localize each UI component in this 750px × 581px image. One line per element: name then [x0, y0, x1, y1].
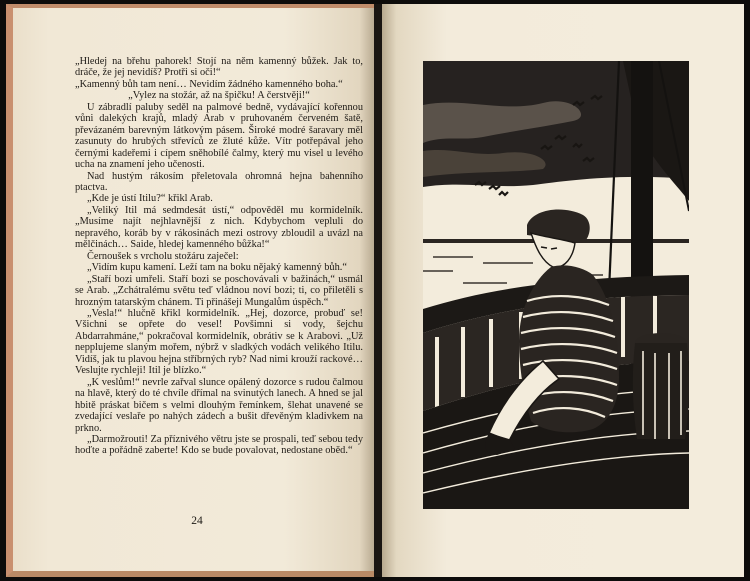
paragraph: „Darmožrouti! Za příznivého větru jste se prospali, teď sebou tedy hoďte a pořádně zaberte! Kdo se bude povalovat, nedostane oběd.“: [75, 433, 363, 457]
paragraph: Nad hustým rákosím přeletovala ohromná hejna bahenního ptactva.: [75, 170, 363, 193]
barrel: [633, 333, 689, 439]
right-page: [382, 4, 744, 577]
paragraph: „Kamenný bůh tam není… Nevidím žádného kamenného boha.“: [75, 78, 343, 90]
paragraph: „Vidím kupu kamení. Leží tam na boku nějaký kamenný bůh.“: [87, 262, 347, 274]
open-book: [6, 4, 744, 577]
page-number: 24: [191, 515, 203, 527]
paragraph: Černoušek s vrcholu stožáru zaječel:: [87, 250, 239, 262]
book-spine-gutter: [374, 4, 382, 577]
paragraph: „Veliký Itil má sedmdesát ústí,“ odpověděl mu kormidelník. „Musíme najít nejhlavnější z nich. Kdybychom vepluli do nepravého, koráb by v rákosinách mezi ostrovy zbloudil a uvázl na mělčinách… Saide, hledej kamenného bůžka!“: [75, 204, 363, 251]
woodcut-illustration: [423, 61, 689, 509]
paragraph: „Staří bozi umřeli. Staří bozi se poschovávali v bažinách,“ usmál se Arab. „Zchátralému světu teď vládnou noví bozi; ti, co přiletěli s hrozným tatarským chánem. Ti přinášejí Mungalům úspěch.“: [75, 273, 363, 308]
paragraph: „Vesla!“ hlučně křikl kormidelník. „Hej, dozorce, probuď se! Všichni se opřete do vesel! Povšimni si vody, šejchu Abdarrahmáne,“ pokračoval kormidelník, obrátiv se k Arabovi. „Už nepplujeme slaným mořem, nýbrž v sladkých vodách velikého Itilu. Vidíš, jak tu plavou hejna stříbrných ryb? Nad nimi krouží rackové… Veslujte rychleji! Itil je blízko.“: [75, 307, 363, 377]
paragraph: „Kde je ústí Itilu?“ křikl Arab.: [87, 193, 213, 205]
text-block: [75, 56, 363, 457]
paragraph: U zábradlí paluby seděl na palmové bedně, vydávající kořennou vůni dalekých krajů, mladý Arab v pruhovaném červeném šatě, převázaném barevným látkovým pásem. Široké modré šaravary měl zasunuty do hrubých střevíců ze žluté kůže. Vítr potřepával jeho černými kadeřemi i cípem sněhobílé čalmy, který mu visel u levého ucha na znamení jeho učenosti.: [75, 101, 363, 171]
paragraph: „Vylez na stožár, až na špičku! A čerstvěji!“: [128, 90, 310, 102]
paragraph: „Hledej na břehu pahorek! Stojí na něm kamenný bůžek. Jak to, dráče, že jej nevidíš? Protři si oči!“: [75, 56, 363, 79]
left-page: [6, 4, 374, 577]
paragraph: „K veslům!“ nevrle zařval slunce opálený dozorce s rudou čalmou na hlavě, který do té chvíle dřímal na svinutých lanech. A hned se jal hbitě práskat bičem s velmi dlouhým řemínkem, šlehat unavené se zvedající veslaře po nahých zádech a bušit dřevěným kladivkem na prkno.: [75, 376, 363, 434]
